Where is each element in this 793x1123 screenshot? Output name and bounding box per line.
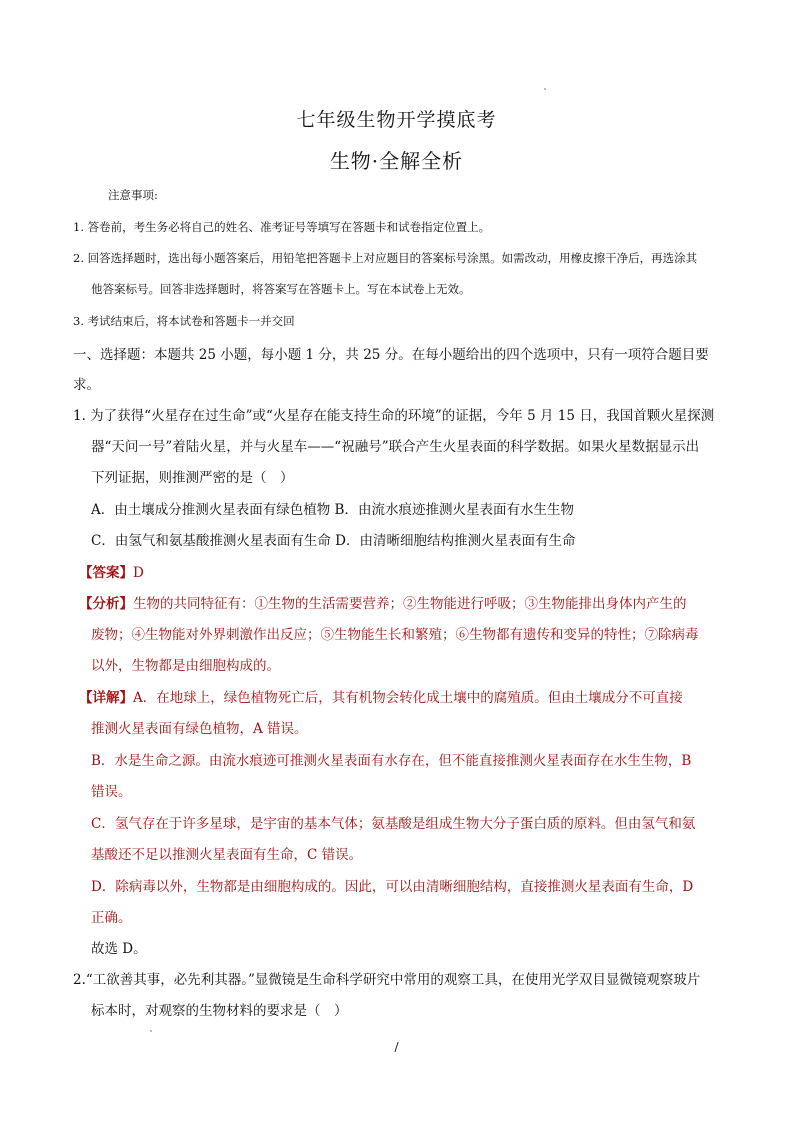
- analysis-line-3: 以外，生物都是由细胞构成的。: [91, 658, 280, 674]
- analysis-line-2: 废物；④生物能对外界刺激作出反应；⑤生物能生长和繁殖；⑥生物都有遗传和变异的特性；⑦除病毒: [91, 627, 699, 643]
- notes-item-2-line-1: 2. 回答选择题时，选出每小题答案后，用铅笔把答题卡上对应题目的答案标号涂黑。如需改动，用橡皮擦干净后，再选涂其: [73, 251, 698, 265]
- question-2-stem-line-1: 2.“工欲善其事，必先利其器。”显微镜是生命科学研究中常用的观察工具，在使用光学双目显微镜观察玻片: [73, 972, 701, 988]
- section-heading-line-1: 一、选择题：本题共 25 小题，每小题 1 分，共 25 分。在每小题给出的四个选项中，只有一项符合题目要: [73, 347, 709, 363]
- page-subtitle: 生物·全解全析: [329, 149, 464, 173]
- question-1-stem-line-1: 1. 为了获得“火星存在过生命”或“火星存在能支持生命的环境”的证据，今年 5 月 15 日，我国首颗火星探测: [73, 408, 715, 424]
- detail-c-line-1: C．氢气存在于许多星球，是宇宙的基本气体；氨基酸是组成生物大分子蛋白质的原料。但由氢气和氨: [91, 816, 696, 832]
- section-heading-line-2: 求。: [73, 377, 100, 393]
- page-title: 七年级生物开学摸底考: [296, 109, 497, 131]
- answer-tag: 【答案】: [79, 565, 133, 581]
- question-1-options-line-1: A．由土壤成分推测火星表面有绿色植物 B．由流水痕迹推测火星表面有水生生物: [91, 502, 574, 518]
- scan-speck: [150, 1030, 152, 1032]
- notes-item-1: 1. 答卷前，考生务必将自己的姓名、准考证号等填写在答题卡和试卷指定位置上。: [73, 220, 491, 234]
- page-number: /: [394, 1040, 399, 1054]
- notes-item-3: 3. 考试结束后，将本试卷和答题卡一并交回: [73, 314, 295, 328]
- detail-d-line-2: 正确。: [91, 910, 132, 926]
- detail-a-text-1: A．在地球上，绿色植物死亡后，其有机物会转化成土壤中的腐殖质。但由土壤成分不可直接: [133, 690, 683, 706]
- notes-heading: 注意事项:: [108, 188, 158, 202]
- question-1-stem-line-2: 器“天问一号”着陆火星，并与火星车——“祝融号”联合产生火星表面的科学数据。如果火星数据显示出: [91, 439, 700, 455]
- detail-d-line-1: D．除病毒以外，生物都是由细胞构成的。因此，可以由清晰细胞结构，直接推测火星表面有生命，D: [91, 879, 694, 895]
- detail-c-line-2: 基酸还不足以推测火星表面有生命，C 错误。: [91, 847, 363, 863]
- detail-b-line-2: 错误。: [91, 784, 132, 800]
- notes-item-2-line-2: 他答案标号。回答非选择题时，将答案写在答题卡上。写在本试卷上无效。: [91, 282, 471, 296]
- detail-a-line-2: 推测火星表面有绿色植物，A 错误。: [91, 721, 308, 737]
- detail-tag: 【详解】: [79, 690, 133, 706]
- analysis-tag: 【分析】: [79, 596, 133, 612]
- analysis-line-1: [79, 592, 687, 612]
- scan-speck: [544, 88, 546, 90]
- analysis-text-1: 生物的共同特征有：①生物的生活需要营养；②生物能进行呼吸；③生物能排出身体内产生的: [133, 596, 687, 612]
- detail-a-line-1: [79, 686, 683, 706]
- detail-b-line-1: B．水是生命之源。由流水痕迹可推测火星表面有水存在，但不能直接推测火星表面存在水生生物，B: [91, 753, 692, 769]
- answer-value: D: [133, 565, 144, 581]
- question-2-stem-line-2: 标本时，对观察的生物材料的要求是（ ）: [91, 1003, 348, 1019]
- conclusion: 故选 D。: [91, 941, 147, 957]
- answer-block: [79, 561, 144, 581]
- question-1-options-line-2: C．由氢气和氨基酸推测火星表面有生命 D．由清晰细胞结构推测火星表面有生命: [91, 533, 576, 549]
- question-1-stem-line-3: 下列证据，则推测严密的是（ ）: [91, 470, 294, 486]
